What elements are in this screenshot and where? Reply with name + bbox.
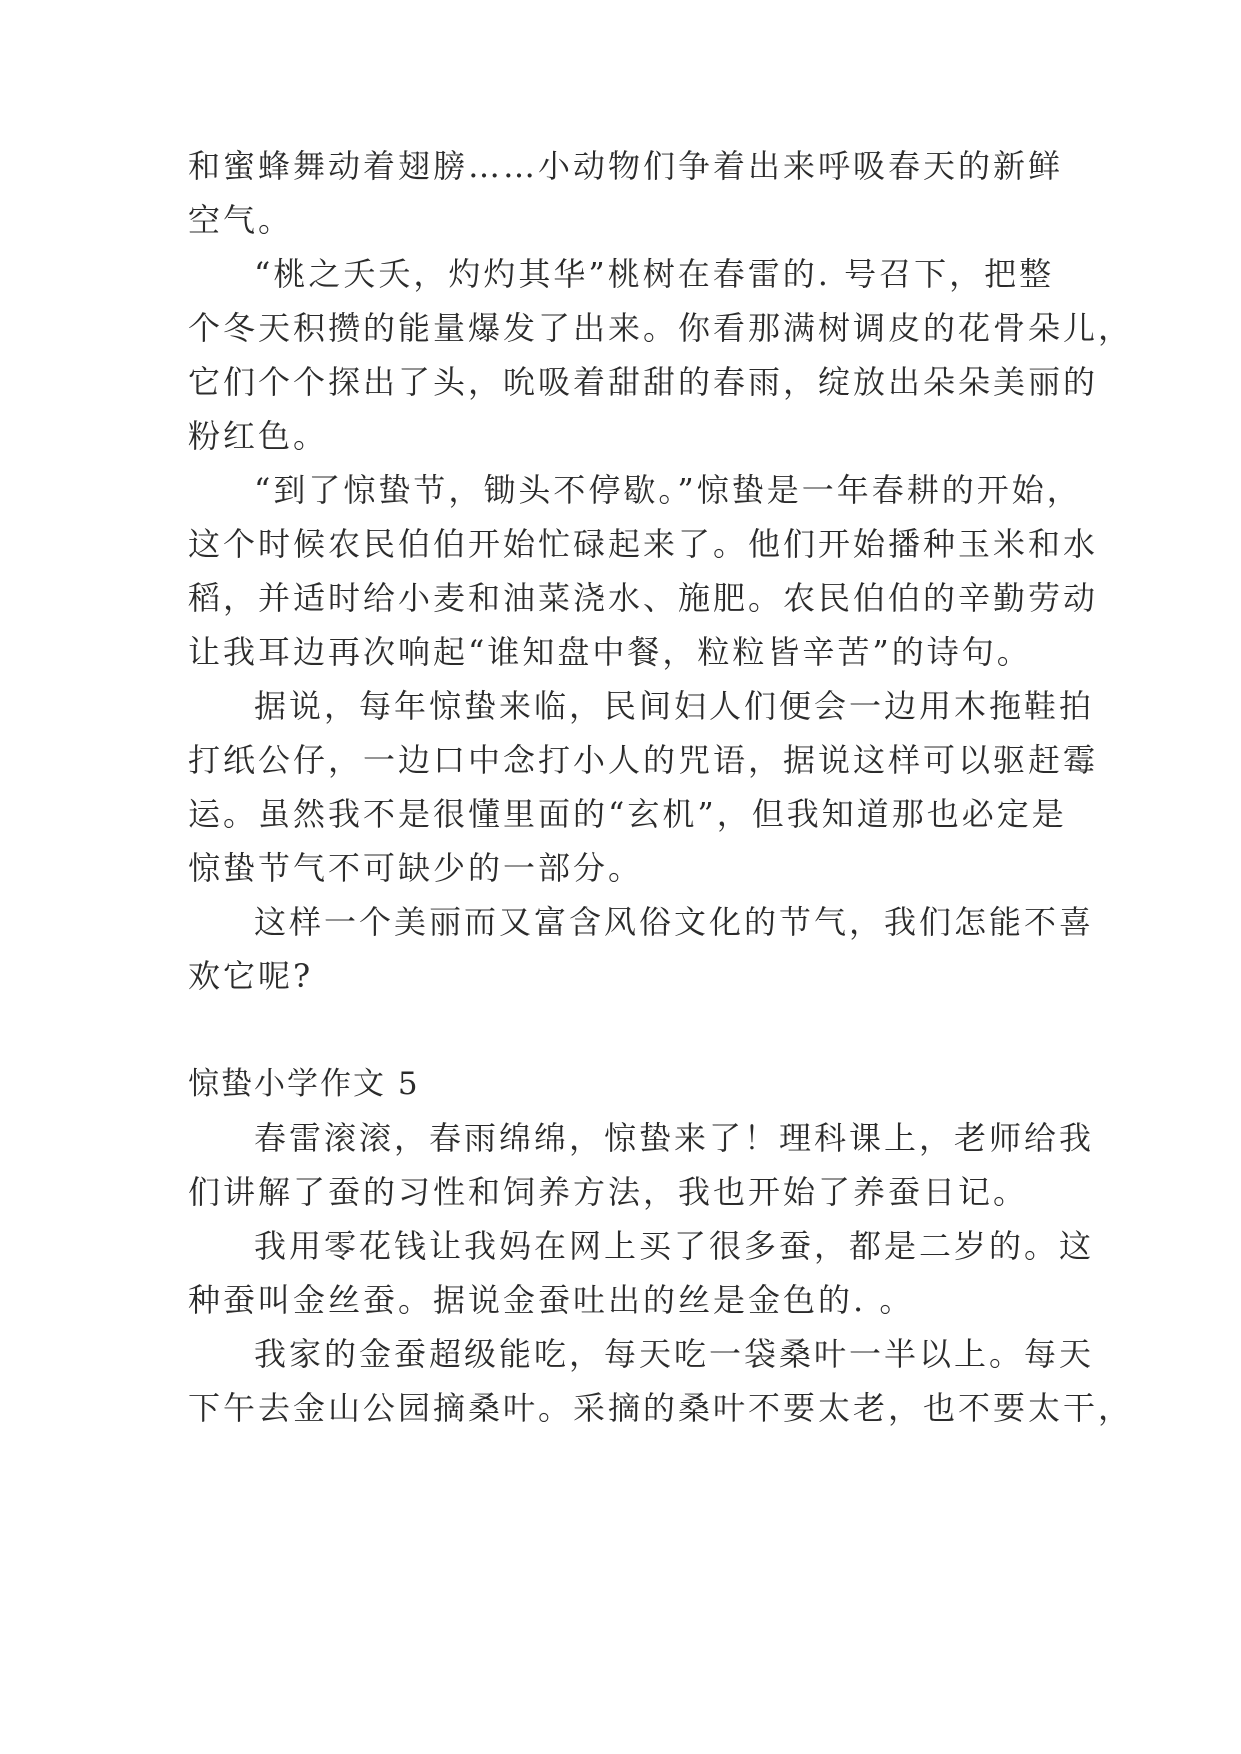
paragraph-line: “桃之夭夭，灼灼其华”桃树在春雷的. 号召下，把整 <box>254 255 1055 293</box>
paragraph-line: 和蜜蜂舞动着翅膀……小动物们争着出来呼吸春天的新鲜 <box>188 147 1064 185</box>
paragraph-line: 欢它呢? <box>188 957 314 995</box>
paragraph-line: “到了惊蛰节，锄头不停歇。”惊蛰是一年春耕的开始， <box>254 471 1082 509</box>
paragraph-line: 它们个个探出了头，吮吸着甜甜的春雨，绽放出朵朵美丽的 <box>188 363 1099 401</box>
paragraph-line: 们讲解了蚕的习性和饲养方法，我也开始了养蚕日记。 <box>188 1173 1029 1211</box>
paragraph-line: 个冬天积攒的能量爆发了出来。你看那满树调皮的花骨朵儿， <box>188 309 1134 347</box>
paragraph-line: 稻，并适时给小麦和油菜浇水、施肥。农民伯伯的辛勤劳动 <box>188 579 1099 617</box>
paragraph-line: 下午去金山公园摘桑叶。采摘的桑叶不要太老，也不要太干， <box>188 1389 1134 1427</box>
paragraph-line: 惊蛰节气不可缺少的一部分。 <box>188 849 644 887</box>
section-heading: 惊蛰小学作文 5 <box>188 1066 420 1102</box>
paragraph-line: 我用零花钱让我妈在网上买了很多蚕，都是二岁的。这 <box>254 1227 1095 1265</box>
paragraph-line: 让我耳边再次响起“谁知盘中餐，粒粒皆辛苦”的诗句。 <box>188 633 1032 671</box>
paragraph-line: 这样一个美丽而又富含风俗文化的节气，我们怎能不喜 <box>254 903 1095 941</box>
paragraph-line: 我家的金蚕超级能吃，每天吃一袋桑叶一半以上。每天 <box>254 1335 1095 1373</box>
paragraph-line: 这个时候农民伯伯开始忙碌起来了。他们开始播种玉米和水 <box>188 525 1099 563</box>
paragraph-line: 打纸公仔，一边口中念打小人的咒语，据说这样可以驱赶霉 <box>188 741 1099 779</box>
paragraph-line: 粉红色。 <box>188 417 329 455</box>
paragraph-line: 据说，每年惊蛰来临，民间妇人们便会一边用木拖鞋拍 <box>254 687 1095 725</box>
paragraph-line: 运。虽然我不是很懂里面的“玄机”，但我知道那也必定是 <box>188 795 1067 833</box>
paragraph-line: 种蚕叫金丝蚕。据说金蚕吐出的丝是金色的. 。 <box>188 1281 915 1319</box>
paragraph-line: 空气。 <box>188 201 294 239</box>
paragraph-line: 春雷滚滚，春雨绵绵，惊蛰来了！理科课上，老师给我 <box>254 1119 1095 1157</box>
